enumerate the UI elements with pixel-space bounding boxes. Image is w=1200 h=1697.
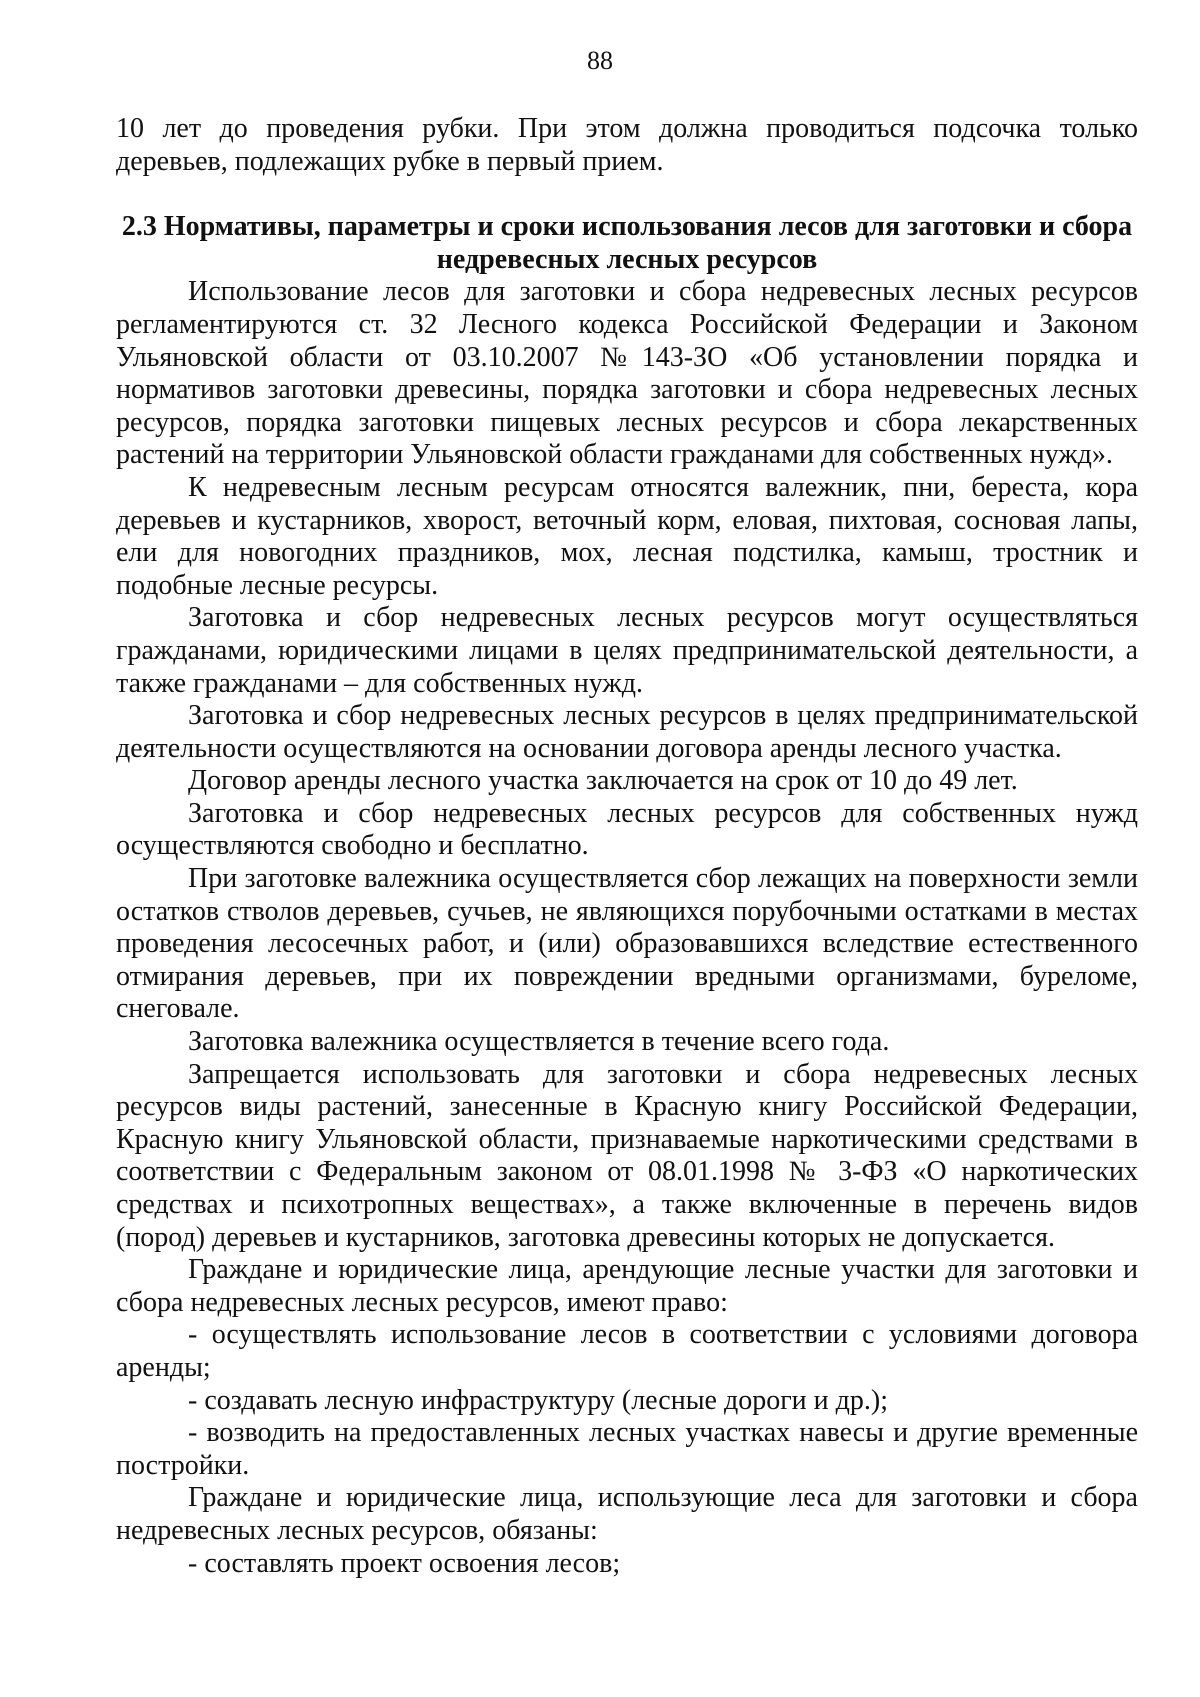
paragraph-legal-basis: Использование лесов для заготовки и сбора недревесных лесных ресурсов регламентируются ст. 32 Лесного кодекса Российской Федерации и Законом Ульяновской области от 03.10.2007 №143-ЗО «Об установлении порядка и нормативов заготовки древесины, порядка заготовки и сбора недревесных лесных ресурсов, порядка заготовки пищевых лесных ресурсов и сбора лекарственных растений на территории Ульяновской области гражданами для собственных нужд». (116, 276, 1138, 471)
paragraph-business-basis: Заготовка и сбор недревесных лесных ресурсов в целях предпринимательской деятельности осуществляются на основании договора аренды лесного участка. (116, 700, 1138, 764)
list-item-right-use: - осуществлять использование лесов в соответствии с условиями договора аренды; (116, 1319, 1138, 1383)
paragraph-tenant-rights: Граждане и юридические лица, арендующие лесные участки для заготовки и сбора недревесных лесных ресурсов, имеют право: (116, 1254, 1138, 1318)
list-item-right-structures: - возводить на предоставленных лесных участках навесы и другие временные постройки. (116, 1417, 1138, 1481)
list-item-obligation-project: - составлять проект освоения лесов; (188, 1547, 621, 1579)
list-item-right-infrastructure: - создавать лесную инфраструктуру (лесные дороги и др.); (188, 1384, 888, 1416)
paragraph-prohibitions: Запрещается использовать для заготовки и сбора недревесных лесных ресурсов виды растений, занесенные в Красную книгу Российской Федерации, Красную книгу Ульяновской области, признаваемые наркотическими средствами в соответствии с Федеральным законом от 08.01.1998 № 3-ФЗ «О наркотических средствах и психотропных веществах», а также включенные в перечень видов (пород) деревьев и кустарников, заготовка древесины которых не допускается. (116, 1058, 1138, 1253)
paragraph-deadwood-season: Заготовка валежника осуществляется в течение всего года. (188, 1026, 890, 1058)
paragraph-deadwood-collection: При заготовке валежника осуществляется сбор лежащих на поверхности земли остатков стволов деревьев, сучьев, не являющихся порубочными остатками в местах проведения лесосечных работ, и (или) образовавшихся вследствие естественного отмирания деревьев, при их повреждении вредными организмами, буреломе, снеговале. (116, 863, 1138, 1025)
paragraph-who-harvests: Заготовка и сбор недревесных лесных ресурсов могут осуществляться гражданами, юридическими лицами в целях предпринимательской деятельности, а также гражданами – для собственных нужд. (116, 602, 1138, 699)
page-content (116, 113, 1138, 1580)
paragraph-personal-needs: Заготовка и сбор недревесных лесных ресурсов для собственных нужд осуществляются свободно и бесплатно. (116, 797, 1138, 862)
paragraph-user-obligations: Граждане и юридические лица, использующие леса для заготовки и сбора недревесных лесных ресурсов, обязаны: (116, 1482, 1138, 1546)
page-number: 88 (587, 46, 613, 75)
section-gap (116, 178, 1138, 211)
paragraph-lease-term: Договор аренды лесного участка заключается на срок от 10 до 49 лет. (188, 765, 1018, 797)
paragraph-resource-types: К недревесным лесным ресурсам относятся валежник, пни, береста, кора деревьев и кустарников, хворост, веточный корм, еловая, пихтовая, сосновая лапы, ели для новогодних праздников, мох, лесная подстилка, камыш, тростник и подобные лесные ресурсы. (116, 471, 1138, 601)
continued-paragraph: 10 лет до проведения рубки. При этом должна проводиться подсочка только деревьев, подлежащих рубке в первый прием. (116, 113, 1138, 177)
section-title: 2.3 Нормативы, параметры и сроки использования лесов для заготовки и сбора недревесных лесных ресурсов (121, 211, 1133, 275)
